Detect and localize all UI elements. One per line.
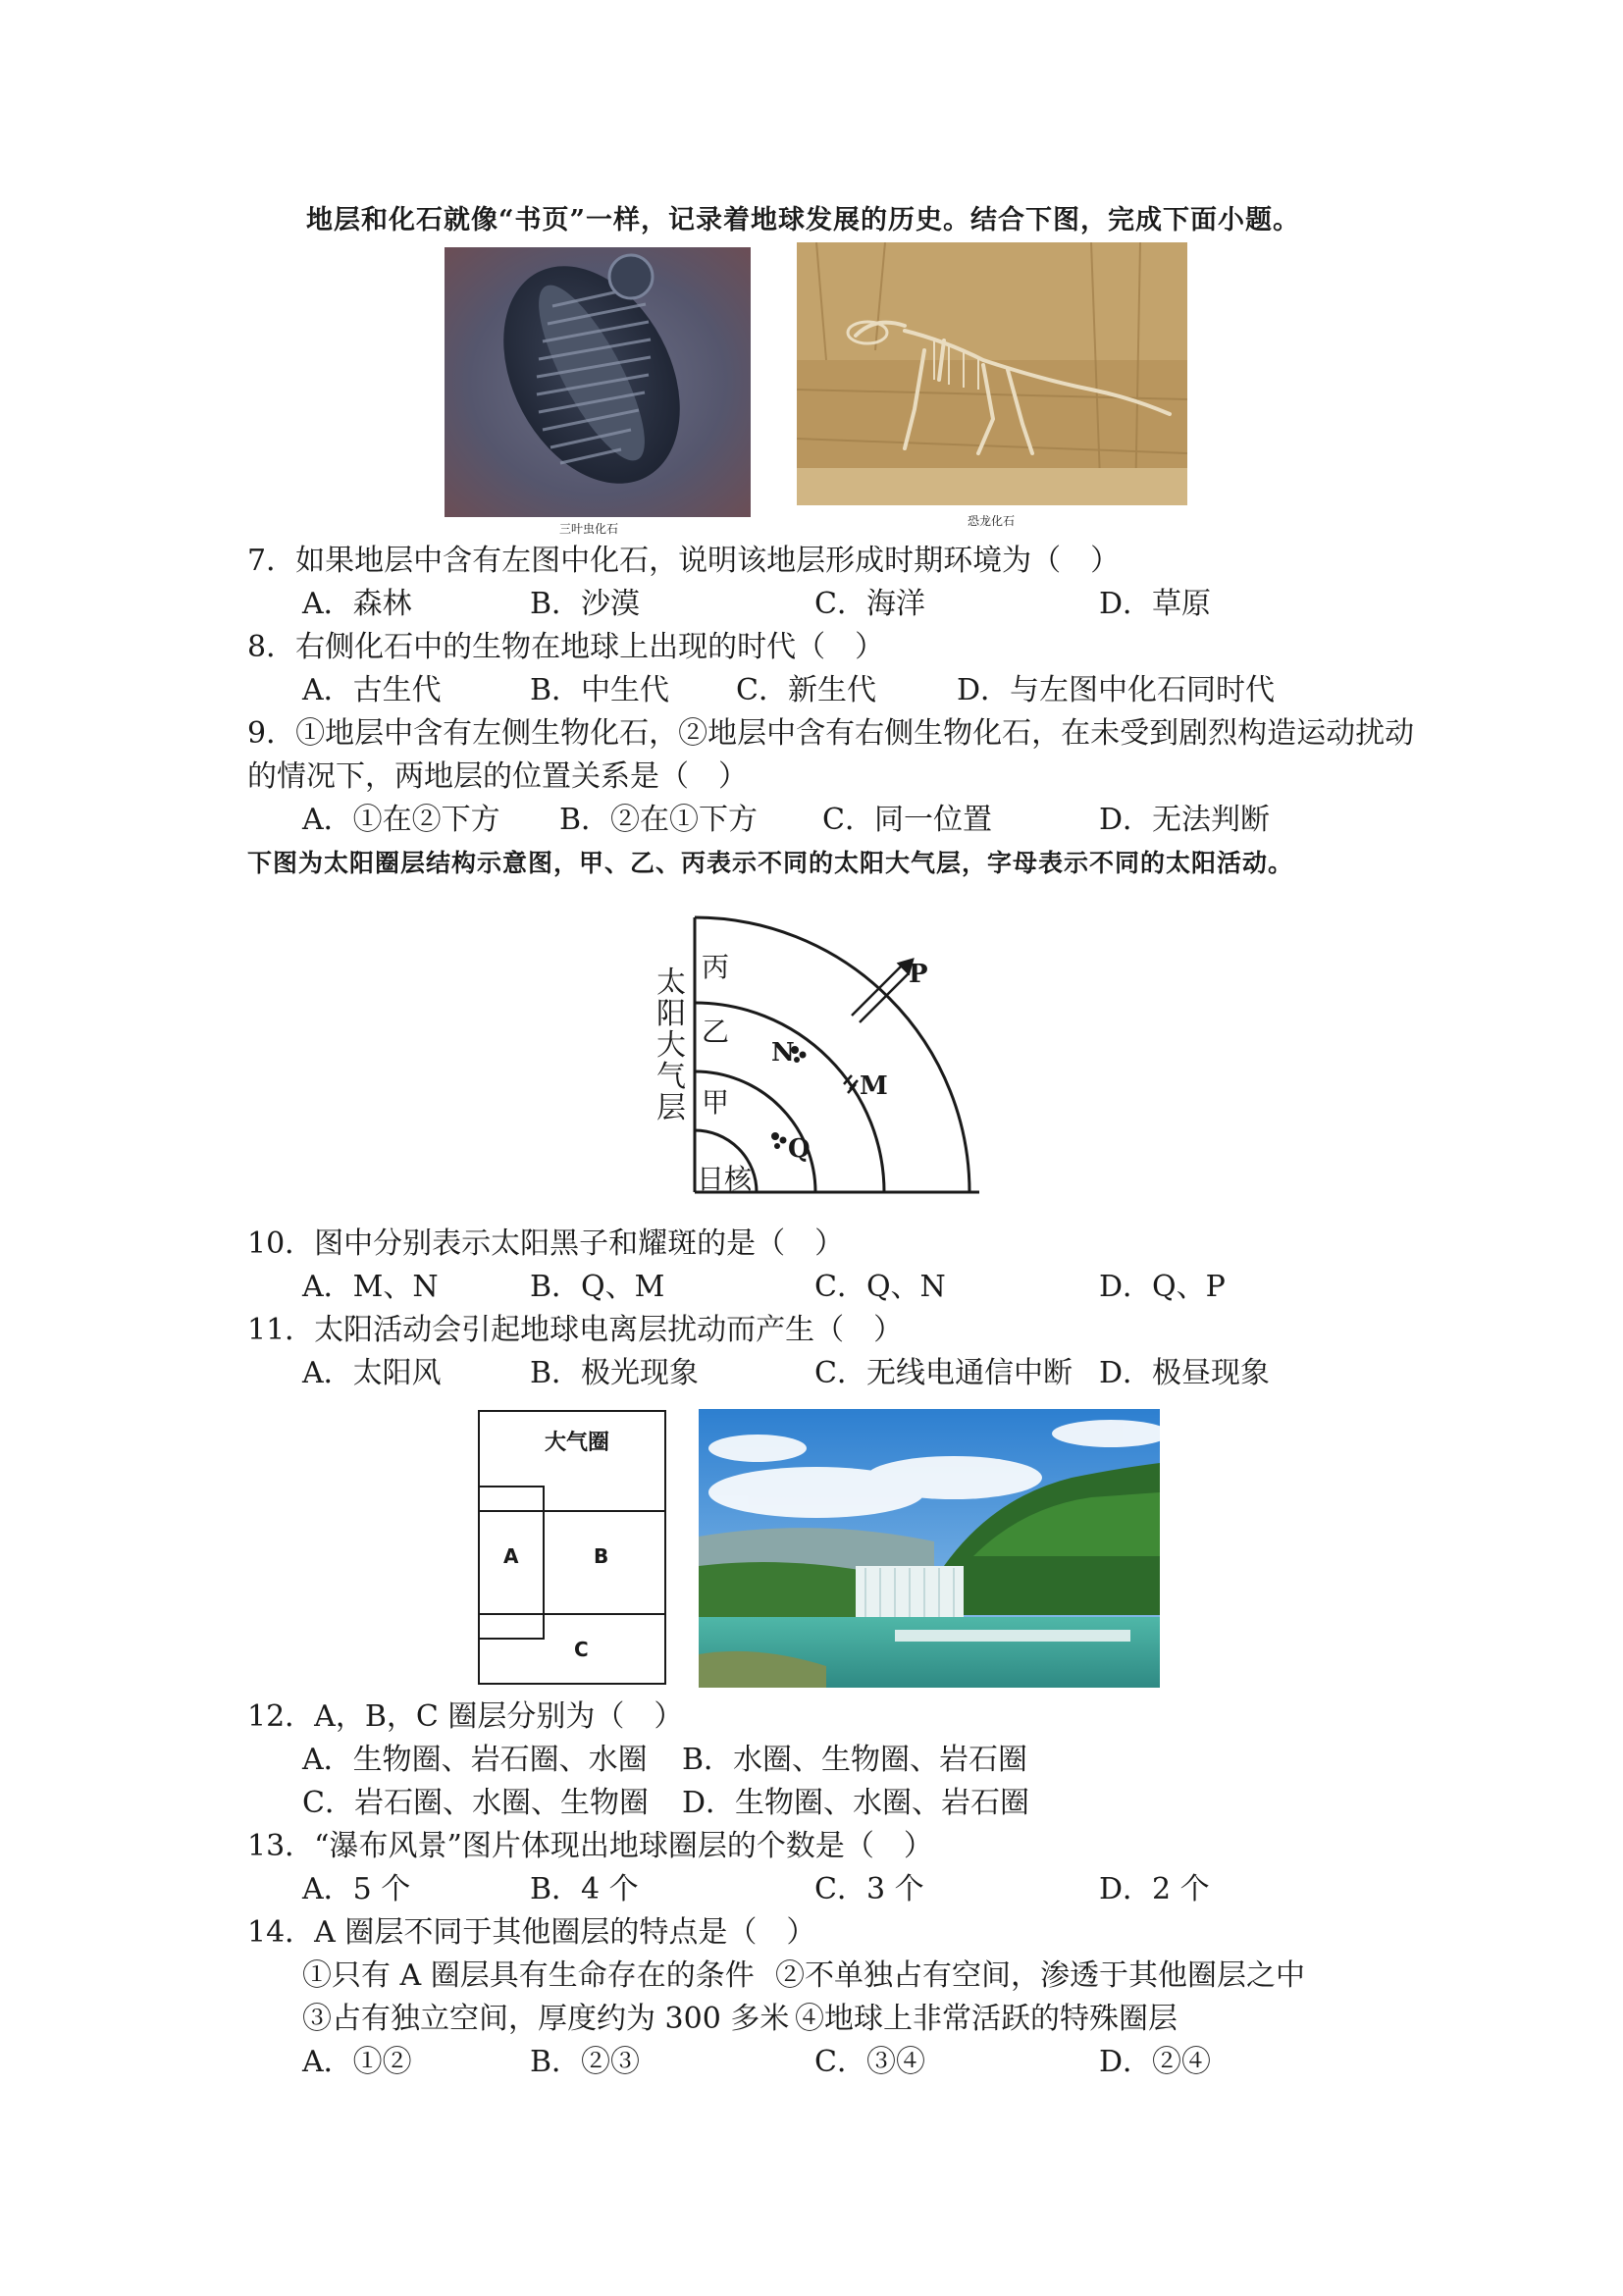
q14-option-a: A．①② xyxy=(302,2045,412,2079)
activity-label-n: N xyxy=(771,1038,795,1068)
q13-option-c: C．3 个 xyxy=(814,1872,924,1906)
waterfall-landscape-image xyxy=(699,1409,1160,1688)
passage-intro-sun: 下图为太阳圈层结构示意图，甲、乙、丙表示不同的太阳大气层，字母表示不同的太阳活动。 xyxy=(247,849,1294,877)
q9-option-c: C．同一位置 xyxy=(822,803,992,837)
q8-option-d: D．与左图中化石同时代 xyxy=(957,673,1276,707)
q9-option-a: A．①在②下方 xyxy=(302,803,500,837)
question-12-stem: 12．A，B，C 圈层分别为（ ） xyxy=(247,1699,684,1734)
q7-option-a: A．森林 xyxy=(302,587,412,621)
q14-option-b: B．②③ xyxy=(530,2045,641,2079)
q8-option-c: C．新生代 xyxy=(736,673,876,707)
q13-option-d: D．2 个 xyxy=(1099,1872,1210,1906)
activity-label-m: M xyxy=(860,1071,888,1101)
sphere-label-c: C xyxy=(574,1638,589,1661)
side-char-4: 气 xyxy=(656,1060,686,1094)
q7-option-d: D．草原 xyxy=(1099,587,1212,621)
divider-top xyxy=(480,1510,664,1512)
activity-label-q: Q xyxy=(788,1134,811,1164)
sun-structure-diagram xyxy=(655,913,989,1197)
q12-option-a: A．生物圈、岩石圈、水圈 xyxy=(302,1743,648,1777)
question-10-stem: 10．图中分别表示太阳黑子和耀斑的是（ ） xyxy=(247,1226,845,1261)
q11-option-a: A．太阳风 xyxy=(302,1356,442,1390)
q9-option-d: D．无法判断 xyxy=(1099,803,1271,837)
divider-bottom xyxy=(480,1613,664,1615)
q14-item-1: ①只有 A 圈层具有生命存在的条件 xyxy=(302,1958,755,1993)
question-14-stem: 14．A 圈层不同于其他圈层的特点是（ ） xyxy=(247,1915,816,1950)
dinosaur-caption: 恐龙化石 xyxy=(967,514,1015,528)
q12-option-b: B．水圈、生物圈、岩石圈 xyxy=(682,1743,1028,1777)
q14-item-3: ③占有独立空间，厚度约为 300 多米 xyxy=(302,2002,790,2036)
side-char-3: 大 xyxy=(656,1028,686,1063)
q14-item-2: ②不单独占有空间，渗透于其他圈层之中 xyxy=(775,1958,1305,1993)
q14-item-4: ④地球上非常活跃的特殊圈层 xyxy=(795,2002,1178,2036)
sun-atmosphere-side-label xyxy=(655,967,687,1124)
q10-option-d: D．Q、P xyxy=(1099,1270,1226,1304)
a-bottom-edge xyxy=(480,1638,545,1640)
layer-label-jia: 甲 xyxy=(702,1086,730,1119)
a-right-edge xyxy=(543,1486,545,1640)
q11-option-b: B．极光现象 xyxy=(530,1356,700,1390)
question-9-stem-line2: 的情况下，两地层的位置关系是（ ） xyxy=(247,759,748,794)
q11-option-d: D．极昼现象 xyxy=(1099,1356,1271,1390)
q7-option-b: B．沙漠 xyxy=(530,587,641,621)
earth-sphere-box-diagram xyxy=(478,1410,666,1685)
layer-label-bing: 丙 xyxy=(702,951,730,983)
q10-option-a: A．M、N xyxy=(302,1270,439,1304)
side-char-1: 太 xyxy=(656,965,686,1000)
q8-option-a: A．古生代 xyxy=(302,673,442,707)
q7-option-c: C．海洋 xyxy=(814,587,925,621)
trilobite-caption: 三叶虫化石 xyxy=(558,522,618,536)
q12-option-c: C．岩石圈、水圈、生物圈 xyxy=(302,1786,649,1820)
q12-option-d: D．生物圈、水圈、岩石圈 xyxy=(682,1786,1030,1820)
q11-option-c: C．无线电通信中断 xyxy=(814,1356,1073,1390)
dinosaur-fossil-image xyxy=(797,242,1187,505)
layer-label-yi: 乙 xyxy=(702,1016,730,1048)
side-char-2: 阳 xyxy=(656,997,686,1031)
sphere-label-b: B xyxy=(594,1544,609,1568)
q10-option-c: C．Q、N xyxy=(814,1270,946,1304)
side-char-5: 层 xyxy=(656,1091,686,1125)
q9-option-b: B．②在①下方 xyxy=(559,803,759,837)
question-13-stem: 13．“瀑布风景”图片体现出地球圈层的个数是（ ） xyxy=(247,1829,933,1863)
a-top-edge xyxy=(480,1486,545,1487)
question-8-stem: 8．右侧化石中的生物在地球上出现的时代（ ） xyxy=(247,630,885,664)
activity-label-p: P xyxy=(909,960,928,989)
trilobite-fossil-image xyxy=(445,247,751,517)
layer-label-core: 日核 xyxy=(697,1163,753,1195)
question-9-stem-line1: 9．①地层中含有左侧生物化石，②地层中含有右侧生物化石，在未受到剧烈构造运动扰动 xyxy=(247,716,1415,751)
question-7-stem: 7．如果地层中含有左图中化石，说明该地层形成时期环境为（ ） xyxy=(247,544,1121,578)
q14-option-d: D．②④ xyxy=(1099,2045,1212,2079)
sphere-label-a: A xyxy=(503,1544,519,1568)
q13-option-a: A．5 个 xyxy=(302,1872,411,1906)
q8-option-b: B．中生代 xyxy=(530,673,670,707)
sphere-label-atmosphere: 大气圈 xyxy=(545,1431,610,1455)
q10-option-b: B．Q、M xyxy=(530,1270,665,1304)
question-11-stem: 11．太阳活动会引起地球电离层扰动而产生（ ） xyxy=(247,1313,904,1347)
passage-intro-fossils: 地层和化石就像“书页”一样，记录着地球发展的历史。结合下图，完成下面小题。 xyxy=(306,205,1301,235)
q14-option-c: C．③④ xyxy=(814,2045,925,2079)
q13-option-b: B．4 个 xyxy=(530,1872,639,1906)
